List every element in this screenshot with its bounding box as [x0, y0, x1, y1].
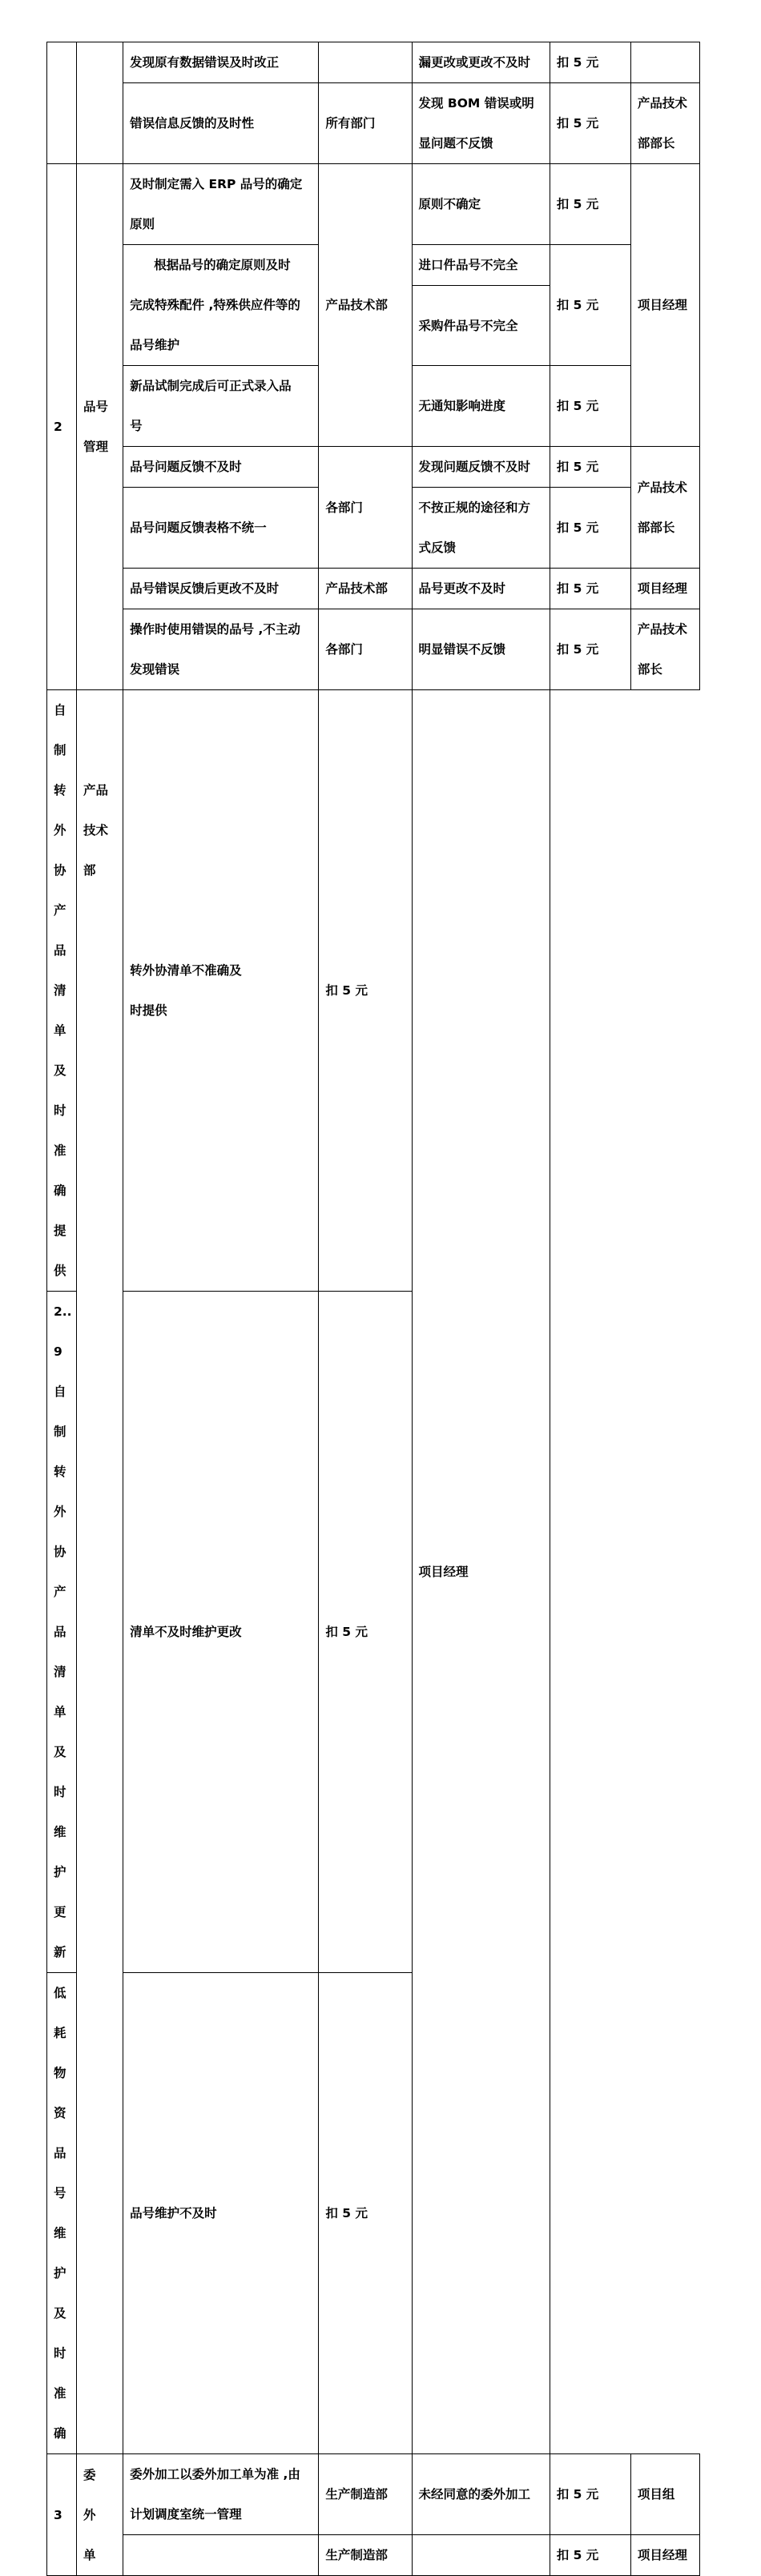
- table-row: [47, 1973, 700, 2454]
- item-cell: 品号问题反馈表格不统一: [123, 488, 319, 569]
- penalty-cell: 扣 5 元: [550, 2535, 630, 2576]
- table-row: [47, 83, 700, 164]
- table-row: [47, 447, 700, 488]
- dept-cell: 产品技术部: [319, 164, 412, 447]
- dept-cell: 各部门: [319, 447, 412, 569]
- item-cell: [123, 2535, 319, 2576]
- penalty-cell: 扣 5 元: [550, 164, 630, 245]
- penalty-cell: 扣 5 元: [550, 42, 630, 83]
- resp-cell: 项目经理: [630, 164, 699, 447]
- dept-cell: [319, 42, 412, 83]
- resp-cell: 产品技术 部长: [630, 609, 699, 690]
- issue-cell: 漏更改或更改不及时: [412, 42, 550, 83]
- issue-cell: 发现 BOM 错误或明 显问题不反馈: [412, 83, 550, 164]
- resp-cell: 产品技术 部部长: [630, 447, 699, 569]
- resp-cell: 项目经理: [412, 690, 550, 2454]
- issue-cell: 明显错误不反馈: [412, 609, 550, 690]
- issue-cell: 品号维护不及时: [123, 1973, 319, 2454]
- penalty-cell: 扣 5 元: [550, 83, 630, 164]
- issue-cell: 无通知影响进度: [412, 366, 550, 447]
- resp-cell: 项目经理: [630, 2535, 699, 2576]
- table-row: [47, 569, 700, 609]
- issue-cell: 清单不及时维护更改: [123, 1292, 319, 1973]
- issue-cell: 采购件品号不完全: [412, 286, 550, 366]
- penalty-cell: 扣 5 元: [319, 1292, 412, 1973]
- table-row: [47, 42, 700, 83]
- section-number-cell: 3: [47, 2454, 77, 2576]
- penalty-cell: 扣 5 元: [550, 447, 630, 488]
- section-number-cell: 2: [47, 164, 77, 690]
- dept-cell: 产品技术部: [77, 690, 123, 2454]
- issue-cell: 未经同意的委外加工: [412, 2454, 550, 2535]
- resp-cell: 项目组: [630, 2454, 699, 2535]
- item-cell: 委外加工以委外加工单为准 ,由 计划调度室统一管理: [123, 2454, 319, 2535]
- item-cell: 发现原有数据错误及时改正: [123, 42, 319, 83]
- item-cell: 新品试制完成后可正式录入品 号: [123, 366, 319, 447]
- item-cell: 品号问题反馈不及时: [123, 447, 319, 488]
- item-cell: 操作时使用错误的品号 ,不主动 发现错误: [123, 609, 319, 690]
- item-cell: 及时制定需入 ERP 品号的确定 原则: [123, 164, 319, 245]
- issue-cell: 转外协清单不准确及 时提供: [123, 690, 319, 1292]
- issue-cell: 品号更改不及时: [412, 569, 550, 609]
- dept-cell: 各部门: [319, 609, 412, 690]
- penalty-cell: 扣 5 元: [550, 488, 630, 569]
- item-cell: 品号错误反馈后更改不及时: [123, 569, 319, 609]
- penalty-cell: 扣 5 元: [550, 569, 630, 609]
- section-name-cell: 品号 管理: [77, 164, 123, 690]
- item-cell: 错误信息反馈的及时性: [123, 83, 319, 164]
- penalty-cell: 扣 5 元: [550, 609, 630, 690]
- dept-cell: 生产制造部: [319, 2535, 412, 2576]
- penalty-cell: 扣 5 元: [319, 690, 412, 1292]
- issue-cell: [412, 2535, 550, 2576]
- table-row: [47, 2535, 700, 2576]
- item-cell: 根据品号的确定原则及时 完成特殊配件 ,特殊供应件等的 品号维护: [123, 245, 319, 366]
- issue-cell: 进口件品号不完全: [412, 245, 550, 286]
- penalty-table: [46, 42, 700, 2576]
- penalty-cell: 扣 5 元: [319, 1973, 412, 2454]
- dept-cell: 所有部门: [319, 83, 412, 164]
- penalty-cell: 扣 5 元: [550, 245, 630, 366]
- resp-cell: 产品技术 部部长: [630, 83, 699, 164]
- issue-cell: 原则不确定: [412, 164, 550, 245]
- section-name-cell: [77, 42, 123, 164]
- resp-cell: [630, 42, 699, 83]
- issue-cell: 不按正规的途径和方 式反馈: [412, 488, 550, 569]
- penalty-cell: 扣 5 元: [550, 366, 630, 447]
- item-cell: 低耗物资品号维护及时准确: [47, 1973, 77, 2454]
- dept-cell: 生产制造部: [319, 2454, 412, 2535]
- penalty-cell: 扣 5 元: [550, 2454, 630, 2535]
- section-name-cell: 委 外 单: [77, 2454, 123, 2576]
- dept-cell: 产品技术部: [319, 569, 412, 609]
- section-number-cell: [47, 42, 77, 164]
- item-cell: 自制转外协产品清单及时准确 提供: [47, 690, 77, 1292]
- item-cell: 2..9 自制转外协产品清单及时 维护更新: [47, 1292, 77, 1973]
- issue-cell: 发现问题反馈不及时: [412, 447, 550, 488]
- resp-cell: 项目经理: [630, 569, 699, 609]
